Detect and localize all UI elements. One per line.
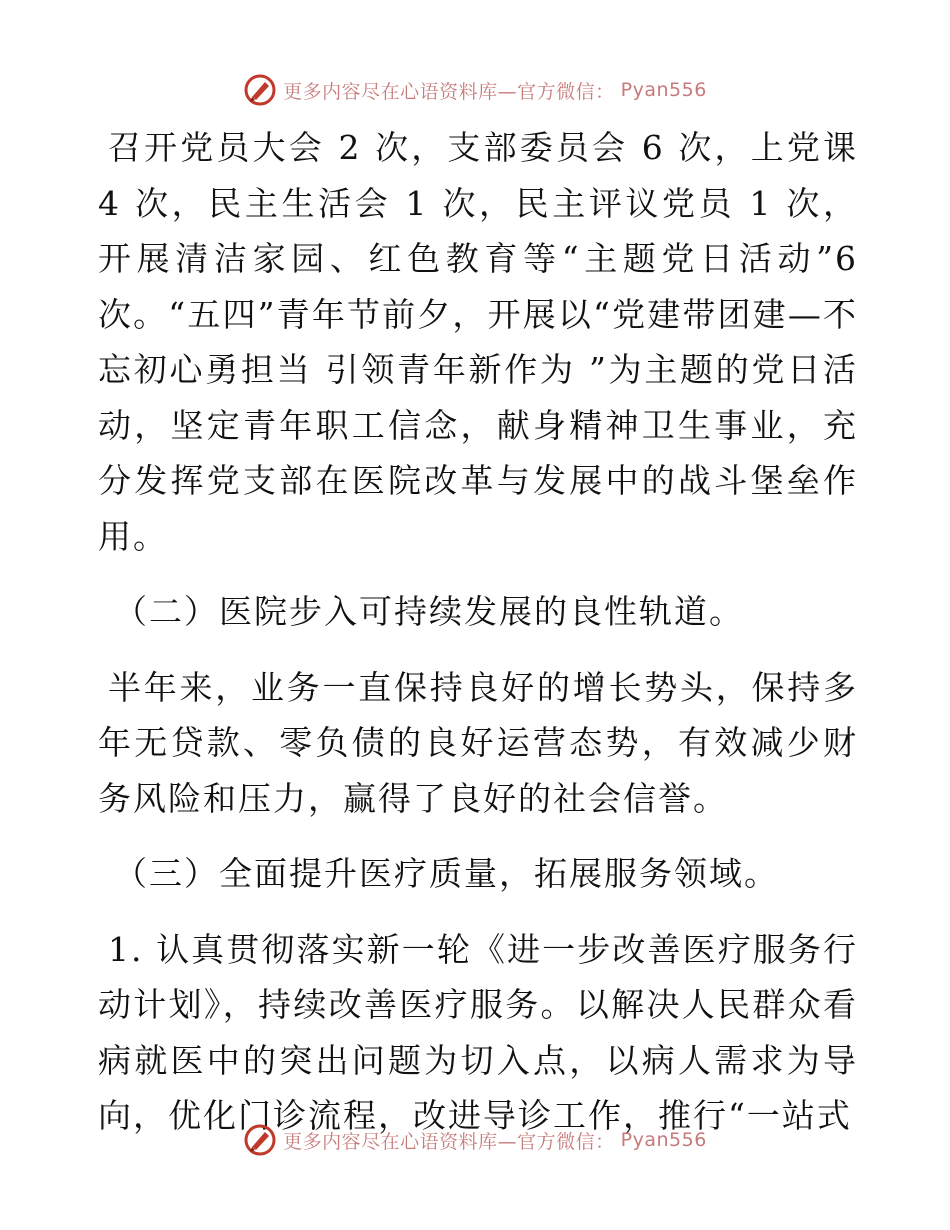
watermark bbox=[243, 1123, 707, 1157]
paragraph-item-1: 1. 认真贯彻落实新一轮《进一步改善医疗服务行动计划》，持续改善医疗服务。以解决人民群众看病就医中的突出问题为切入点，以病人需求为导向，优化门诊流程，改进导诊工作，推行“一站式 bbox=[98, 929, 858, 1135]
paragraph-party-activities: 召开党员大会 2 次，支部委员会 6 次，上党课 4 次，民主生活会 1 次，民主评议党员 1 次，开展清洁家园、红色教育等“主题党日活动”6 次。“五四”青年节前夕，开展以“党建带团建—不忘初心勇担当 引领青年新作为 ”为主题的党日活动，坚定青年职工信念，献身精神卫生事业，充分发挥党支部在医院改革与发展中的战斗堡垒作用。 bbox=[98, 128, 858, 556]
footer-watermark bbox=[0, 1120, 950, 1160]
pen-logo-icon bbox=[243, 73, 277, 107]
watermark bbox=[243, 73, 707, 107]
document-body bbox=[98, 120, 858, 1144]
header-watermark bbox=[0, 70, 950, 110]
section-heading-3: （三）全面提升医疗质量，拓展服务领域。 bbox=[114, 854, 779, 893]
watermark-id: Pyan556 bbox=[620, 79, 707, 101]
section-heading-2: （二）医院步入可持续发展的良性轨道。 bbox=[114, 592, 744, 631]
paragraph-half-year: 半年来，业务一直保持良好的增长势头，保持多年无贷款、零负债的良好运营态势，有效减少财务风险和压力，赢得了良好的社会信誉。 bbox=[98, 667, 858, 818]
watermark-text: 更多内容尽在心语资料库—官方微信： bbox=[283, 80, 615, 103]
pen-logo-icon bbox=[243, 1123, 277, 1157]
watermark-text: 更多内容尽在心语资料库—官方微信： bbox=[283, 1130, 615, 1153]
watermark-id: Pyan556 bbox=[620, 1129, 707, 1151]
